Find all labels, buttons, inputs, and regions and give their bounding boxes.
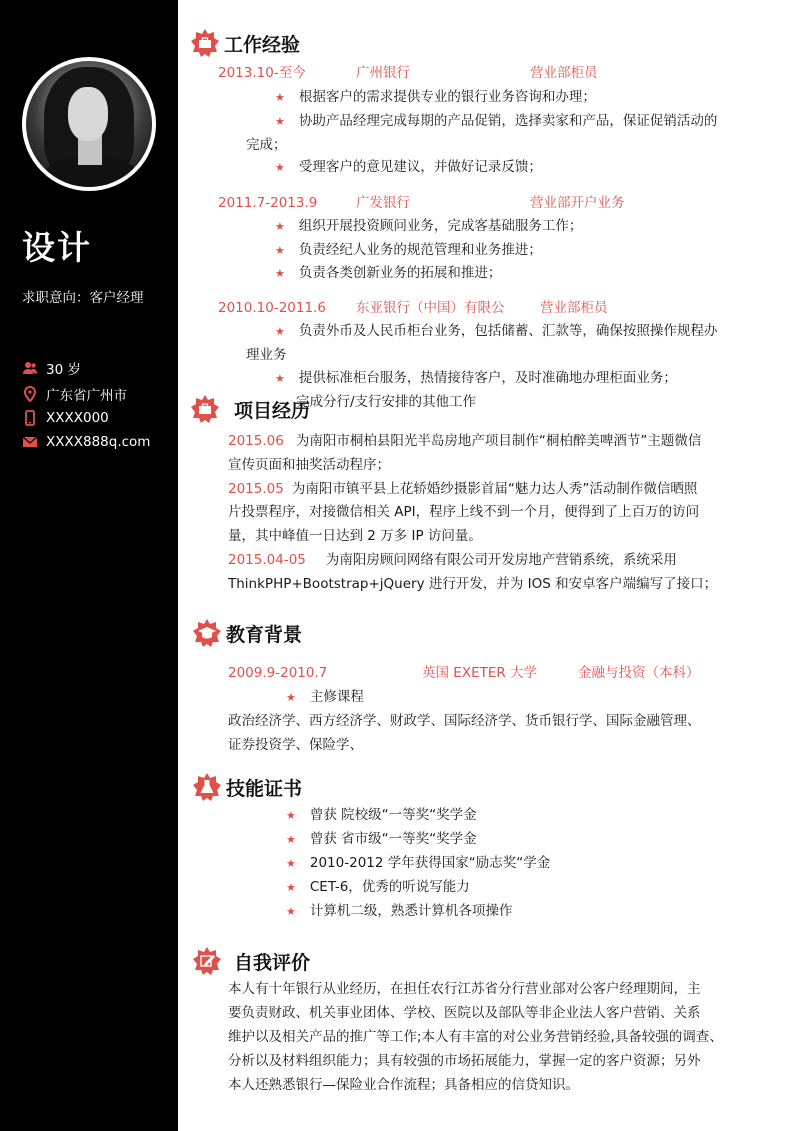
info-phone [22, 408, 109, 428]
section-work-title: 工作经验 [224, 33, 301, 56]
job-date: 2010.10-2011.6 [218, 300, 326, 316]
list-item: ★ 提供标准柜台服务，热情接待客户，及时准确地办理柜面业务； [275, 370, 677, 386]
self-line: 本人还熟悉银行—保险业合作流程；具备相应的信贷知识。 [228, 1077, 579, 1093]
self-line: 维护以及相关产品的推广等工作;本人有丰富的对公业务营销经验,具备较强的调查、 [228, 1029, 723, 1045]
location-text: 广东省广州市 [46, 388, 127, 404]
age-text: 30 岁 [46, 362, 81, 378]
job-position: 营业部柜员 [530, 65, 598, 81]
project-line: 片投票程序，对接微信相关 API，程序上线不到一个月，便得到了上百万的访问 [228, 504, 700, 520]
list-item-cont: 完成； [246, 137, 287, 153]
star-icon: ★ [286, 809, 296, 822]
job-position: 营业部开户业务 [530, 195, 625, 211]
main-content [178, 0, 800, 1131]
list-item: ★ 负责外币及人民币柜台业务，包括储蓄、汇款等，确保按照操作规程办 [275, 323, 718, 339]
edu-courses: 证券投资学、保险学、 [228, 737, 363, 753]
person-icon [22, 360, 38, 376]
profile-name: 设计 [22, 228, 92, 267]
job-intent: 求职意向：客户经理 [22, 290, 144, 306]
star-icon: ★ [275, 244, 285, 257]
list-item: ★ 受理客户的意见建议，并做好记录反馈； [275, 159, 542, 175]
list-item: ★ 曾获 省市级“一等奖“奖学金 [286, 831, 477, 847]
list-item: ★ CET-6，优秀的听说写能力 [286, 879, 470, 895]
location-pin-icon [22, 386, 38, 402]
project-line: 量，其中峰值一日达到 2 万多 IP 访问量。 [228, 528, 482, 544]
job-date: 2011.7-2013.9 [218, 195, 318, 211]
star-icon: ★ [286, 905, 296, 918]
star-icon: ★ [275, 325, 285, 338]
star-icon: ★ [286, 833, 296, 846]
flask-badge-icon [192, 772, 222, 802]
edu-major: 金融与投资（本科） [578, 665, 700, 681]
job-company: 东亚银行（中国）有限公 [356, 300, 505, 316]
info-location [22, 384, 127, 404]
star-icon: ★ [275, 161, 285, 174]
self-line: 要负责财政、机关事业团体、学校、医院以及部队等非企业法人客户营销、关系 [228, 1005, 701, 1021]
star-icon: ★ [286, 691, 296, 704]
mail-icon [22, 434, 38, 450]
list-item-cont: 完成分行/支行安排的其他工作 [296, 394, 477, 410]
project-line: 2015.05 为南阳市镇平县上花轿婚纱摄影首届“魅力达人秀”活动制作微信晒照 [228, 481, 698, 497]
section-skills-title: 技能证书 [226, 777, 303, 800]
briefcase-badge-icon [190, 28, 220, 58]
avatar [22, 57, 156, 191]
edu-date: 2009.9-2010.7 [228, 665, 328, 681]
project-line: 2015.04-05 为南阳房顾问网络有限公司开发房地产营销系统，系统采用 [228, 552, 677, 568]
star-icon: ★ [275, 220, 285, 233]
list-item: ★ 曾获 院校级“一等奖“奖学金 [286, 807, 477, 823]
star-icon: ★ [275, 267, 285, 280]
list-item: ★ 负责经纪人业务的规范管理和业务推进； [275, 242, 542, 258]
phone-text: XXXX000 [46, 410, 109, 426]
list-item: ★ 组织开展投资顾问业务，完成客基础服务工作； [275, 218, 583, 234]
list-item: ★ 协助产品经理完成每期的产品促销，选择卖家和产品，保证促销活动的 [275, 113, 718, 129]
info-age [22, 358, 81, 378]
star-icon: ★ [275, 91, 285, 104]
project-line: ThinkPHP+Bootstrap+jQuery 进行开发，并为 IOS 和安卓客户端编写了接口； [228, 576, 718, 592]
star-icon: ★ [275, 372, 285, 385]
star-icon: ★ [286, 881, 296, 894]
section-self [192, 946, 310, 976]
section-projects-title: 项目经历 [234, 399, 311, 422]
project-line: 2015.06 为南阳市桐柏县阳光半岛房地产项目制作“桐柏醉美啤酒节”主题微信 [228, 433, 702, 449]
edu-school: 英国 EXETER 大学 [422, 665, 538, 681]
edu-courses: 政治经济学、西方经济学、财政学、国际经济学、货币银行学、国际金融管理、 [228, 713, 701, 729]
section-work [190, 28, 300, 58]
job-date: 2013.10-至今 [218, 65, 306, 81]
star-icon: ★ [275, 115, 285, 128]
job-company: 广州银行 [356, 65, 410, 81]
section-self-title: 自我评价 [234, 951, 311, 974]
email-text: XXXX888q.com [46, 434, 151, 450]
section-education [192, 618, 302, 648]
info-email [22, 432, 150, 452]
list-item: ★ 2010-2012 学年获得国家“励志奖“学金 [286, 855, 551, 871]
sidebar [0, 0, 178, 1131]
edu-course-label: ★ 主修课程 [286, 689, 364, 705]
list-item-cont: 理业务 [246, 347, 287, 363]
graduation-cap-badge-icon [192, 618, 222, 648]
briefcase-badge-icon [190, 394, 220, 424]
self-line: 本人有十年银行从业经历，在担任农行江苏省分行营业部对公客户经理期间，主 [228, 981, 701, 997]
avatar-photo [26, 61, 152, 187]
list-item: ★ 根据客户的需求提供专业的银行业务咨询和办理； [275, 89, 596, 105]
star-icon: ★ [286, 857, 296, 870]
section-education-title: 教育背景 [226, 623, 303, 646]
job-company: 广发银行 [356, 195, 410, 211]
section-skills [192, 772, 302, 802]
list-item: ★ 计算机二级，熟悉计算机各项操作 [286, 903, 513, 919]
pencil-badge-icon [192, 946, 222, 976]
project-line: 宣传页面和抽奖活动程序； [228, 457, 390, 473]
job-position: 营业部柜员 [540, 300, 608, 316]
phone-icon [22, 410, 38, 426]
self-line: 分析以及材料组织能力；具有较强的市场拓展能力，掌握一定的客户资源；另外 [228, 1053, 701, 1069]
section-projects [190, 394, 310, 424]
list-item: ★ 负责各类创新业务的拓展和推进； [275, 265, 502, 281]
